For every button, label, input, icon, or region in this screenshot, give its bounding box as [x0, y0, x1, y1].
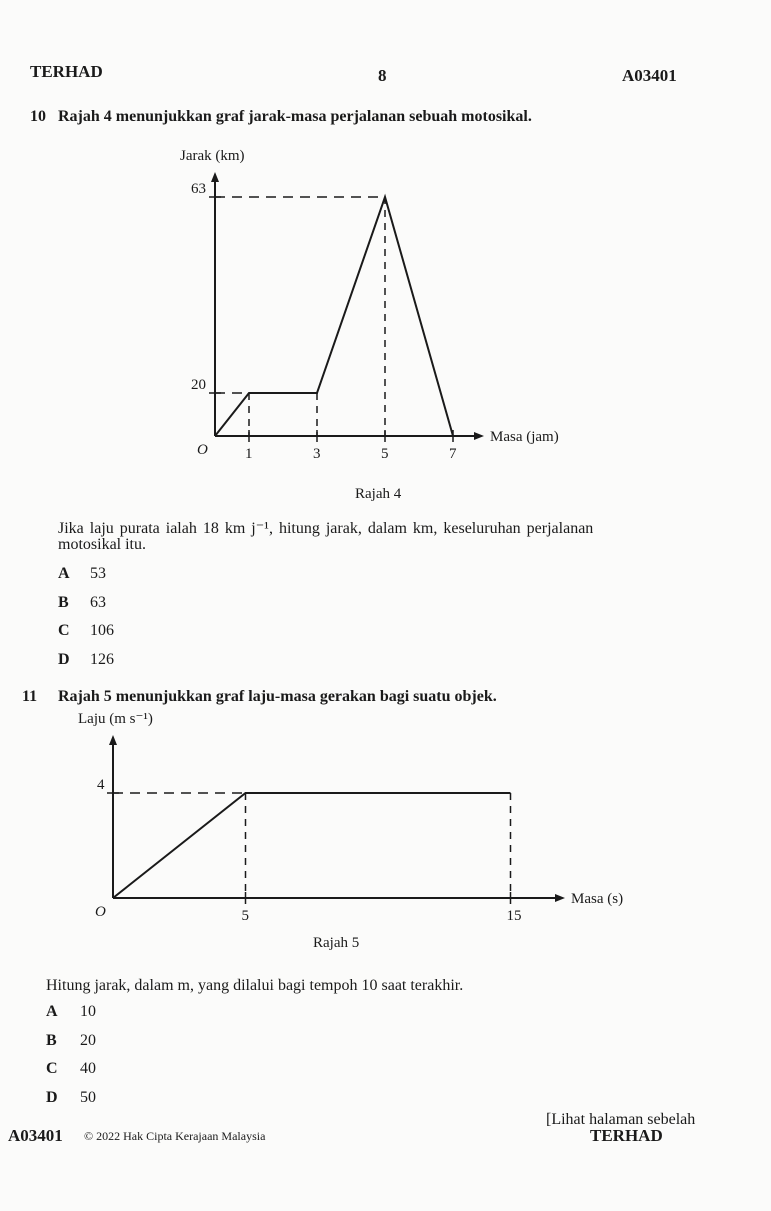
footer-copyright: © 2022 Hak Cipta Kerajaan Malaysia — [84, 1129, 266, 1143]
q10-question-cont: motosikal itu. — [58, 536, 146, 553]
y-axis-arrow-icon — [211, 172, 219, 182]
q10-number: 10 — [30, 108, 46, 125]
q11-option-value: 40 — [80, 1060, 96, 1077]
q11-option-letter: C — [46, 1060, 58, 1077]
data-line — [113, 793, 511, 898]
q10-option-letter: A — [58, 565, 70, 582]
footer-next-page: [Lihat halaman sebelah — [546, 1111, 696, 1128]
y-tick-label: 4 — [97, 777, 105, 793]
x-tick-label: 15 — [506, 908, 522, 924]
x-tick-label: 1 — [245, 446, 253, 462]
x-tick-label: 3 — [313, 446, 321, 462]
q11-option-value: 50 — [80, 1088, 96, 1106]
q11-option-letter: B — [46, 1031, 57, 1049]
y-axis-arrow-icon — [109, 735, 117, 745]
chart-caption: Rajah 5 — [313, 935, 360, 951]
y-axis-label: Laju (m s⁻¹) — [78, 711, 153, 727]
x-axis-arrow-icon — [555, 894, 565, 902]
q10-option-value: 53 — [90, 565, 106, 582]
q11-question: Hitung jarak, dalam m, yang dilalui bagi tempoh 10 saat terakhir. — [46, 977, 464, 994]
chart-caption: Rajah 4 — [355, 486, 402, 502]
q10-option-value: 63 — [90, 593, 106, 611]
x-tick-label: 7 — [449, 446, 457, 462]
header-code: A03401 — [622, 66, 677, 85]
q11-option-letter: D — [46, 1088, 58, 1106]
q11-option-value: 10 — [80, 1003, 96, 1020]
q10-question: Jika laju purata ialah 18 km j⁻¹, hitung jarak, dalam km, keseluruhan perjalanan — [58, 520, 594, 537]
x-axis-label: Masa (jam) — [490, 429, 559, 445]
x-axis-label: Masa (s) — [571, 891, 624, 907]
q11-stem: Rajah 5 menunjukkan graf laju-masa gerakan bagi suatu objek. — [58, 688, 497, 705]
q10-option-letter: C — [58, 622, 70, 639]
q11-number: 11 — [22, 688, 38, 705]
q11-option-letter: A — [46, 1003, 58, 1020]
q10-option-value: 106 — [90, 622, 114, 639]
q10-option-letter: B — [58, 593, 69, 611]
header-classification: TERHAD — [30, 62, 103, 81]
q10-stem: Rajah 4 menunjukkan graf jarak-masa perjalanan sebuah motosikal. — [58, 108, 532, 125]
footer-classification: TERHAD — [590, 1126, 663, 1145]
x-tick-label: 5 — [241, 908, 249, 924]
page-number: 8 — [378, 66, 387, 85]
y-axis-label: Jarak (km) — [180, 148, 245, 164]
q11-option-value: 20 — [80, 1031, 96, 1049]
y-tick-label: 63 — [191, 181, 206, 197]
footer-code: A03401 — [8, 1126, 63, 1145]
x-axis-arrow-icon — [474, 432, 484, 440]
origin-label: O — [197, 442, 208, 458]
q10-option-letter: D — [58, 650, 70, 668]
q10-option-value: 126 — [90, 650, 114, 668]
data-line — [215, 197, 453, 436]
x-tick-label: 5 — [381, 446, 389, 462]
origin-label: O — [95, 904, 106, 920]
y-tick-label: 20 — [191, 377, 206, 393]
